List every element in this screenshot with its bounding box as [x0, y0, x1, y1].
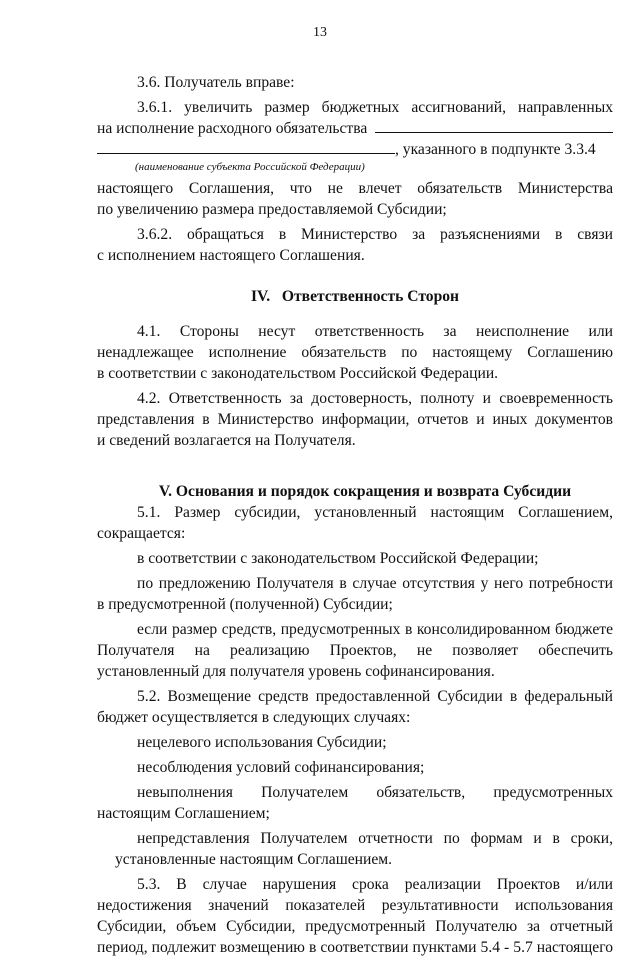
clause-5-3-line-4: период, подлежит возмещению в соответствии пунктами 5.4 - 5.7 настоящего [97, 939, 613, 956]
clause-3-6-1-line-1: 3.6.1. увеличить размер бюджетных ассигнований, направленных [137, 99, 613, 116]
document-body [97, 72, 613, 958]
clause-4-2-line-2: представления в Министерство информации, отчетов и иных документов [97, 411, 613, 428]
clause-4-1-line-2: ненадлежащее исполнение обязательств по настоящему Соглашению [97, 344, 613, 361]
clause-5-2-line-2: бюджет осуществляется в следующих случаях: [97, 709, 411, 726]
clause-5-1-line-1: 5.1. Размер субсидии, установленный настоящим Соглашением, [137, 504, 613, 521]
clause-5-1-item-c-line-1: если размер средств, предусмотренных в консолидированном бюджете [137, 621, 613, 638]
clause-3-6-1-line-5: по увеличению размера предоставляемой Субсидии; [97, 201, 447, 218]
clause-5-2-line-1: 5.2. Возмещение средств предоставленной Субсидии в федеральный [137, 688, 613, 705]
clause-3-6-2-line-1: 3.6.2. обращаться в Министерство за разъяснениями в связи [137, 226, 613, 243]
clause-5-3-line-1: 5.3. В случае нарушения срока реализации Проектов и/или [137, 876, 613, 893]
clause-3-6-intro: 3.6. Получатель вправе: [137, 74, 295, 91]
clause-5-2-item-d-line-1: непредставления Получателем отчетности по формам и в сроки, [137, 830, 613, 847]
blank-caption: (наименование субъекта Российской Федерации) [135, 161, 365, 173]
clause-3-6-1-line-3-text: , указанного в подпункте 3.3.4 [395, 141, 596, 158]
page-number: 13 [313, 25, 327, 40]
clause-3-6-1-line-3 [97, 139, 613, 160]
section-5-heading: V. Основания и порядок сокращения и возврата Субсидии [158, 483, 572, 500]
clause-4-2-line-1: 4.2. Ответственность за достоверность, полноту и своевременность [137, 390, 613, 407]
blank-fill-line-2 [97, 139, 395, 154]
clause-4-1-line-3: в соответствии с законодательством Российской Федерации. [97, 365, 499, 382]
clause-5-2-item-c-line-2: настоящим Соглашением; [97, 805, 270, 822]
clause-5-1-item-b-line-2: в предусмотренной (полученной) Субсидии; [97, 596, 393, 613]
clause-5-1-item-b-line-1: по предложению Получателя в случае отсутствия у него потребности [137, 575, 613, 592]
clause-5-1-item-c-line-2: Получателя на реализацию Проектов, не позволяет обеспечить [97, 642, 613, 659]
clause-3-6-2-line-2: с исполнением настоящего Соглашения. [97, 247, 365, 264]
clause-5-3-line-2: недостижения значений показателей результативности использования [97, 897, 613, 914]
blank-fill-line-1 [375, 118, 613, 133]
clause-4-1-line-1: 4.1. Стороны несут ответственность за неисполнение или [137, 323, 613, 340]
section-4-heading: IV. Ответственность Сторон [250, 288, 460, 305]
clause-5-1-line-2: сокращается: [97, 525, 186, 542]
clause-5-1-item-a: в соответствии с законодательством Российской Федерации; [137, 550, 539, 567]
clause-3-6-1-line-2-text: на исполнение расходного обязательства [97, 120, 368, 137]
clause-3-6-1-line-2 [97, 118, 613, 139]
clause-5-1-item-c-line-3: установленный для получателя уровень софинансирования. [97, 663, 495, 680]
clause-5-2-item-b: несоблюдения условий софинансирования; [137, 759, 425, 776]
clause-3-6-1-line-4: настоящего Соглашения, что не влечет обязательств Министерства [97, 180, 613, 197]
clause-5-2-item-c-line-1: невыполнения Получателем обязательств, предусмотренных [137, 784, 613, 801]
clause-5-2-item-a: нецелевого использования Субсидии; [137, 734, 387, 751]
clause-5-2-item-d-line-2: установленные настоящим Соглашением. [115, 851, 393, 868]
clause-5-3-line-3: Субсидии, объем Субсидии, предусмотренный Получателю за отчетный [97, 918, 613, 935]
clause-4-2-line-3: и сведений возлагается на Получателя. [97, 432, 356, 449]
